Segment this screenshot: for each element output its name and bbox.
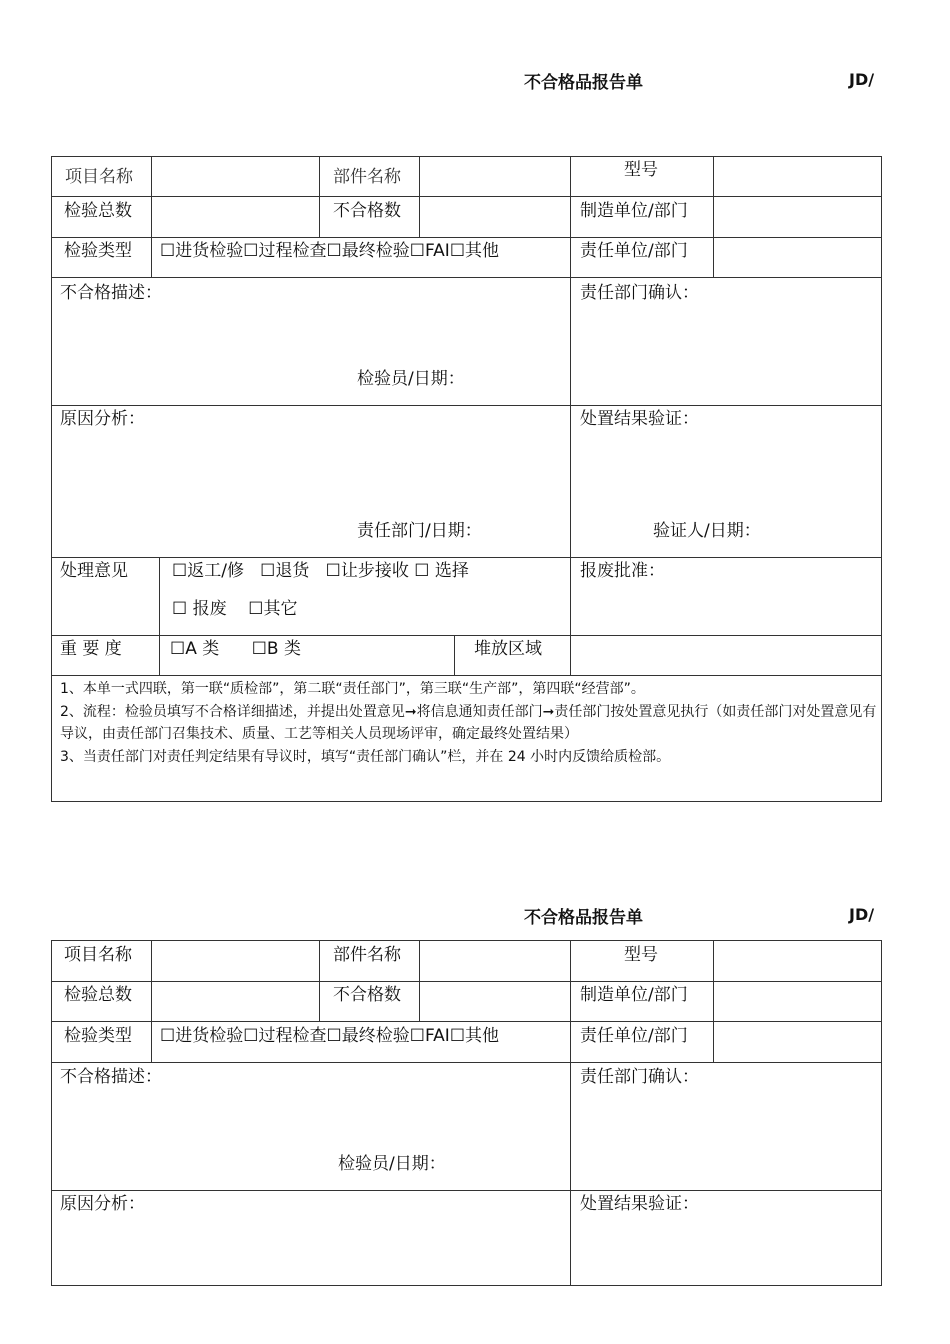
handling-options[interactable]: ☐返工/修 ☐退货 ☐让步接收 ☐ 选择: [172, 561, 469, 581]
disposal-verify-label: 处置结果验证：: [580, 1194, 699, 1214]
inspect-type-label: 检验类型: [64, 1026, 132, 1046]
scrap-approval-label: 报废批准：: [580, 561, 665, 581]
part-name-label: 部件名称: [333, 945, 401, 965]
cause-analysis-label: 原因分析：: [60, 1194, 145, 1214]
project-name-label: 项目名称: [65, 167, 133, 187]
importance-label: 重 要 度: [60, 639, 122, 659]
verifier-date-label: 验证人/日期：: [653, 521, 761, 541]
inspect-total-label: 检验总数: [64, 985, 132, 1005]
mfg-unit-label: 制造单位/部门: [580, 201, 688, 221]
cause-analysis-label: 原因分析：: [60, 409, 145, 429]
resp-unit-label: 责任单位/部门: [580, 1026, 688, 1046]
resp-dept-date-label: 责任部门/日期：: [357, 521, 482, 541]
nonconforming-qty-label: 不合格数: [333, 201, 401, 221]
model-label: 型号: [624, 160, 658, 180]
note-item: 2、流程：检验员填写不合格详细描述，并提出处置意见➞将信息通知责任部门➞责任部门按处置意见执行（如责任部门对处置意见有导议，由责任部门召集技术、质量、工艺等相关人员现场评审，确定最终处置结果）: [60, 703, 877, 742]
importance-options[interactable]: ☐A 类 ☐B 类: [170, 639, 302, 659]
note-item: 3、当责任部门对责任判定结果有导议时，填写“责任部门确认”栏，并在 24 小时内反馈给质检部。: [60, 748, 671, 765]
note-item: 1、本单一式四联，第一联“质检部”，第二联“责任部门”，第三联“生产部”，第四联“经营部”。: [60, 681, 645, 697]
inspector-date-label: 检验员/日期：: [357, 369, 465, 389]
nc-description-label: 不合格描述：: [60, 1067, 162, 1087]
nonconforming-qty-label: 不合格数: [333, 985, 401, 1005]
form-title: 不合格品报告单: [524, 908, 643, 928]
resp-confirm-label: 责任部门确认：: [580, 283, 699, 303]
nc-description-label: 不合格描述：: [60, 283, 162, 303]
document-code: JD/: [849, 70, 875, 89]
storage-area-label: 堆放区域: [474, 639, 542, 659]
resp-confirm-label: 责任部门确认：: [580, 1067, 699, 1087]
disposal-verify-label: 处置结果验证：: [580, 409, 699, 429]
inspect-type-options[interactable]: ☐进货检验☐过程检查☐最终检验☐FAI☐其他: [160, 1026, 500, 1046]
document-code: JD/: [849, 905, 875, 924]
form-title: 不合格品报告单: [524, 73, 643, 93]
inspect-type-options[interactable]: ☐进货检验☐过程检查☐最终检验☐FAI☐其他: [160, 241, 500, 261]
inspect-total-label: 检验总数: [64, 201, 132, 221]
model-label: 型号: [624, 945, 658, 965]
handling-label: 处理意见: [60, 561, 128, 581]
resp-unit-label: 责任单位/部门: [580, 241, 688, 261]
inspect-type-label: 检验类型: [64, 241, 132, 261]
form-notes: [60, 678, 882, 768]
mfg-unit-label: 制造单位/部门: [580, 985, 688, 1005]
report-form-table: [51, 940, 882, 1286]
project-name-label: 项目名称: [64, 945, 132, 965]
handling-options-2[interactable]: ☐ 报废 ☐其它: [172, 599, 298, 619]
part-name-label: 部件名称: [333, 167, 401, 187]
inspector-date-label: 检验员/日期：: [338, 1154, 446, 1174]
